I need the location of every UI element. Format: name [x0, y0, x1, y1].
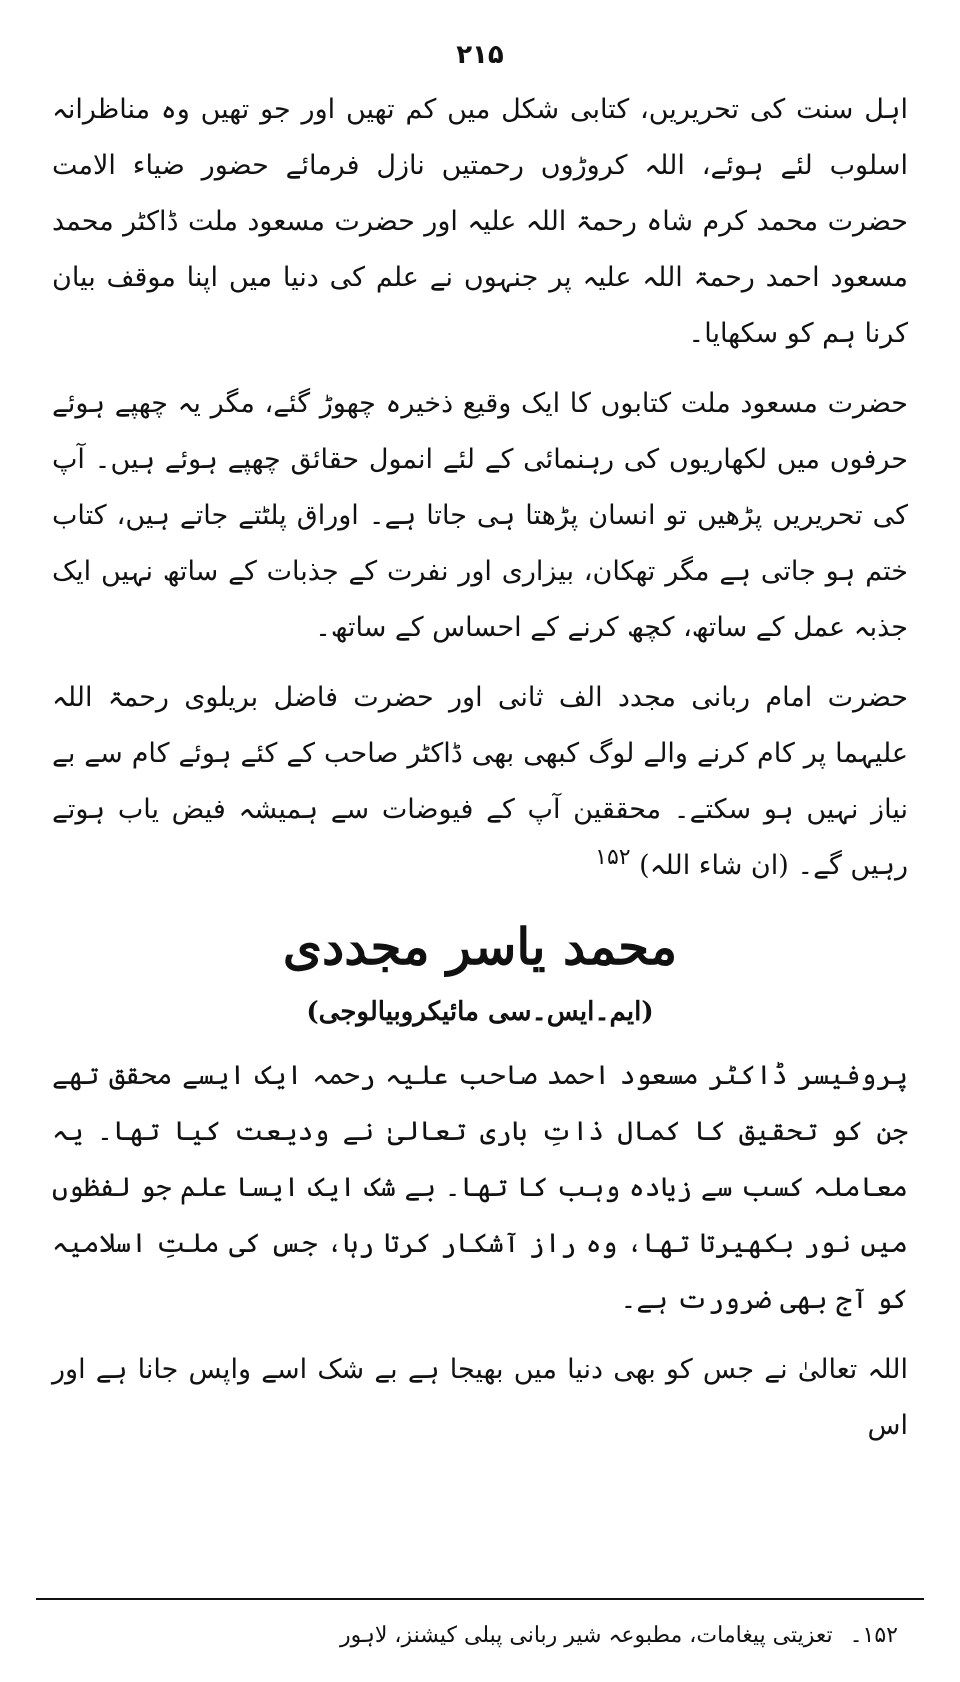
paragraph-5: اللہ تعالیٰ نے جس کو بھی دنیا میں بھیجا ہے بے شک اسے واپس جانا ہے اور اس	[52, 1354, 908, 1441]
footnote-reference[interactable]: ۱۵۲	[595, 845, 631, 870]
paragraph-2: حضرت مسعود ملت کتابوں کا ایک وقیع ذخیرہ چھوڑ گئے، مگر یہ چھپے ہوئے حرفوں میں لکھاریوں کی رہنمائی کے لئے انمول حقائق چھپے ہوئے ہیں۔ آپ کی تحریریں پڑھیں تو انسان پڑھتا ہی جاتا ہے۔ اوراق پلٹتے جاتے ہیں، کتاب ختم ہو جاتی ہے مگر تھکان، بیزاری اور نفرت کے جذبات کے ساتھ نہیں ایک جذبہ عمل کے ساتھ، کچھ کرنے کے احساس کے ساتھ۔	[52, 388, 908, 643]
page-number: ۲۱۵	[456, 40, 504, 70]
author-heading: محمد یاسر مجددی	[282, 917, 678, 976]
page-body	[52, 82, 908, 1468]
footnote-number: ۱۵۲۔	[849, 1623, 898, 1648]
paragraph-3	[52, 670, 908, 894]
footnote	[58, 1618, 898, 1654]
author-credentials: (ایم۔ایس۔سی مائیکروبیالوجی)	[306, 997, 654, 1027]
paragraph-4: پروفیسر ڈاکٹر مسعود احمد صاحب علیہ رحمہ ایک ایسے محقق تھے جن کو تحقیق کا کمال ذاتِ باری تعالیٰ نے ودیعت کیا تھا۔ یہ معاملہ کسب سے زیادہ وہب کا تھا۔ بے شک ایک ایسا علم جو لفظوں میں نور بکھیرتا تھا، وہ راز آشکار کرتا رہا، جس کی ملتِ اسلامیہ کو آج بھی ضرورت ہے۔	[52, 1060, 908, 1315]
footnote-divider	[36, 1598, 924, 1600]
paragraph-1: اہل سنت کی تحریریں، کتابی شکل میں کم تھیں اور جو تھیں وہ مناظرانہ اسلوب لئے ہوئے، اللہ کروڑوں رحمتیں نازل فرمائے حضور ضیاء الامت حضرت محمد کرم شاہ رحمۃ اللہ علیہ اور حضرت مسعود ملت ڈاکٹر محمد مسعود احمد رحمۃ اللہ علیہ پر جنہوں نے علم کی دنیا میں اپنا موقف بیان کرنا ہم کو سکھایا۔	[52, 94, 909, 349]
footnote-text: تعزیتی پیغامات، مطبوعہ شیر ربانی پبلی کیشنز، لاہور	[339, 1623, 833, 1648]
paragraph-3-text: حضرت امام ربانی مجدد الف ثانی اور حضرت فاضل بریلوی رحمۃ اللہ علیہما پر کام کرنے والے لوگ کبھی بھی ڈاکٹر صاحب کے کئے ہوئے کام سے بے نیاز نہیں ہو سکتے۔ محققین آپ کے فیوضات سے ہمیشہ فیض یاب ہوتے رہیں گے۔ (ان شاء اللہ)	[52, 682, 909, 881]
